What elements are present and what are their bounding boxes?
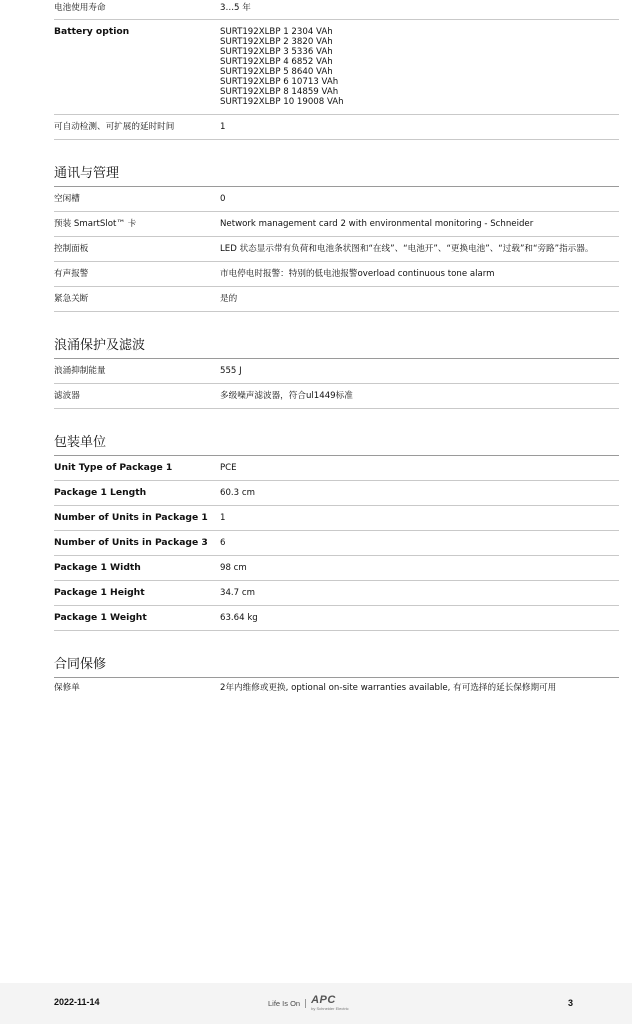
spec-value: 60.3 cm xyxy=(220,488,255,498)
footer-date: 2022-11-14 xyxy=(54,997,100,1007)
spec-value: 多级噪声滤波器，符合ul1449标准 xyxy=(220,391,353,401)
spec-value: 3…5 年 xyxy=(220,3,251,13)
spec-value: 0 xyxy=(220,194,226,204)
spec-value: 2年内维修或更换, optional on-site warranties available, 有可选择的延长保修期可用 xyxy=(220,683,557,693)
battery-option-item: SURT192XLBP 6 10713 VAh xyxy=(220,77,339,87)
spec-value: Network management card 2 with environmental monitoring - Schneider xyxy=(220,219,534,229)
spec-row xyxy=(54,456,619,481)
battery-option-item: SURT192XLBP 10 19008 VAh xyxy=(220,97,344,107)
spec-value: 1 xyxy=(220,122,226,132)
spec-label: Number of Units in Package 1 xyxy=(54,512,208,523)
page-footer xyxy=(0,983,632,1024)
battery-option-list xyxy=(220,27,619,107)
spec-row xyxy=(54,531,619,556)
section-warranty xyxy=(54,653,619,699)
brand-mark: APC xyxy=(311,994,336,1006)
spec-label: 浪涌抑制能量 xyxy=(54,366,106,376)
battery-option-item: SURT192XLBP 4 6852 VAh xyxy=(220,57,333,67)
section-packaging xyxy=(54,431,619,631)
brand-subtitle: by Schneider Electric xyxy=(311,1006,349,1011)
battery-option-item: SURT192XLBP 8 14859 VAh xyxy=(220,87,339,97)
spec-row xyxy=(54,606,619,631)
spec-row xyxy=(54,287,619,312)
spec-label: Number of Units in Package 3 xyxy=(54,537,208,548)
spec-row xyxy=(54,678,619,699)
spec-row xyxy=(54,506,619,531)
spec-row xyxy=(54,20,619,115)
spec-value: 63.64 kg xyxy=(220,613,258,623)
footer-tagline: Life Is On xyxy=(268,999,306,1008)
spec-row xyxy=(54,0,619,20)
spec-label: 滤波器 xyxy=(54,391,80,401)
spec-value: LED 状态显示带有负荷和电池条状图和“在线”、“电池开”、“更换电池”、“过载”和“旁路”指示器。 xyxy=(220,244,594,254)
spec-value: 1 xyxy=(220,513,226,523)
spec-label: Package 1 Weight xyxy=(54,612,147,623)
spec-row xyxy=(54,556,619,581)
spec-label: 空闲槽 xyxy=(54,194,80,204)
footer-logo xyxy=(268,992,349,1014)
battery-option-item: SURT192XLBP 2 3820 VAh xyxy=(220,37,333,47)
spec-label: 可自动检测、可扩展的延时时间 xyxy=(54,122,175,132)
section-title: 合同保修 xyxy=(54,653,619,678)
spec-label: Package 1 Length xyxy=(54,487,147,498)
spec-label: 预装 SmartSlot™ 卡 xyxy=(54,219,137,229)
spec-row xyxy=(54,262,619,287)
spec-label: 紧急关断 xyxy=(54,294,89,304)
section-title: 通讯与管理 xyxy=(54,162,619,187)
spec-row xyxy=(54,581,619,606)
spec-row xyxy=(54,115,619,140)
spec-label: Package 1 Height xyxy=(54,587,145,598)
section-surge-protection xyxy=(54,334,619,409)
apc-logo xyxy=(311,995,349,1011)
spec-value: 34.7 cm xyxy=(220,588,255,598)
spec-value: 市电停电时报警：特别的低电池报警overload continuous tone alarm xyxy=(220,269,495,279)
section-title: 包装单位 xyxy=(54,431,619,456)
battery-option-item: SURT192XLBP 1 2304 VAh xyxy=(220,27,333,37)
battery-option-item: SURT192XLBP 3 5336 VAh xyxy=(220,47,333,57)
spec-label: 保修单 xyxy=(54,683,80,693)
runtime-table xyxy=(54,0,619,140)
spec-value: 6 xyxy=(220,538,226,548)
spec-row xyxy=(54,359,619,384)
spec-value: 98 cm xyxy=(220,563,247,573)
spec-value: 555 J xyxy=(220,366,242,376)
section-communication xyxy=(54,162,619,312)
spec-row xyxy=(54,187,619,212)
spec-row xyxy=(54,384,619,409)
spec-label: Package 1 Width xyxy=(54,562,141,573)
spec-value: 是的 xyxy=(220,294,238,304)
spec-label: Battery option xyxy=(54,26,130,37)
battery-option-item: SURT192XLBP 5 8640 VAh xyxy=(220,67,333,77)
spec-value: PCE xyxy=(220,463,237,473)
spec-row xyxy=(54,212,619,237)
page-number: 3 xyxy=(568,998,574,1008)
spec-label: 控制面板 xyxy=(54,244,89,254)
spec-row xyxy=(54,481,619,506)
spec-label: 有声报警 xyxy=(54,269,89,279)
spec-document xyxy=(54,0,619,699)
spec-label: 电池使用寿命 xyxy=(54,3,106,13)
section-title: 浪涌保护及滤波 xyxy=(54,334,619,359)
spec-label: Unit Type of Package 1 xyxy=(54,462,173,473)
spec-row xyxy=(54,237,619,262)
